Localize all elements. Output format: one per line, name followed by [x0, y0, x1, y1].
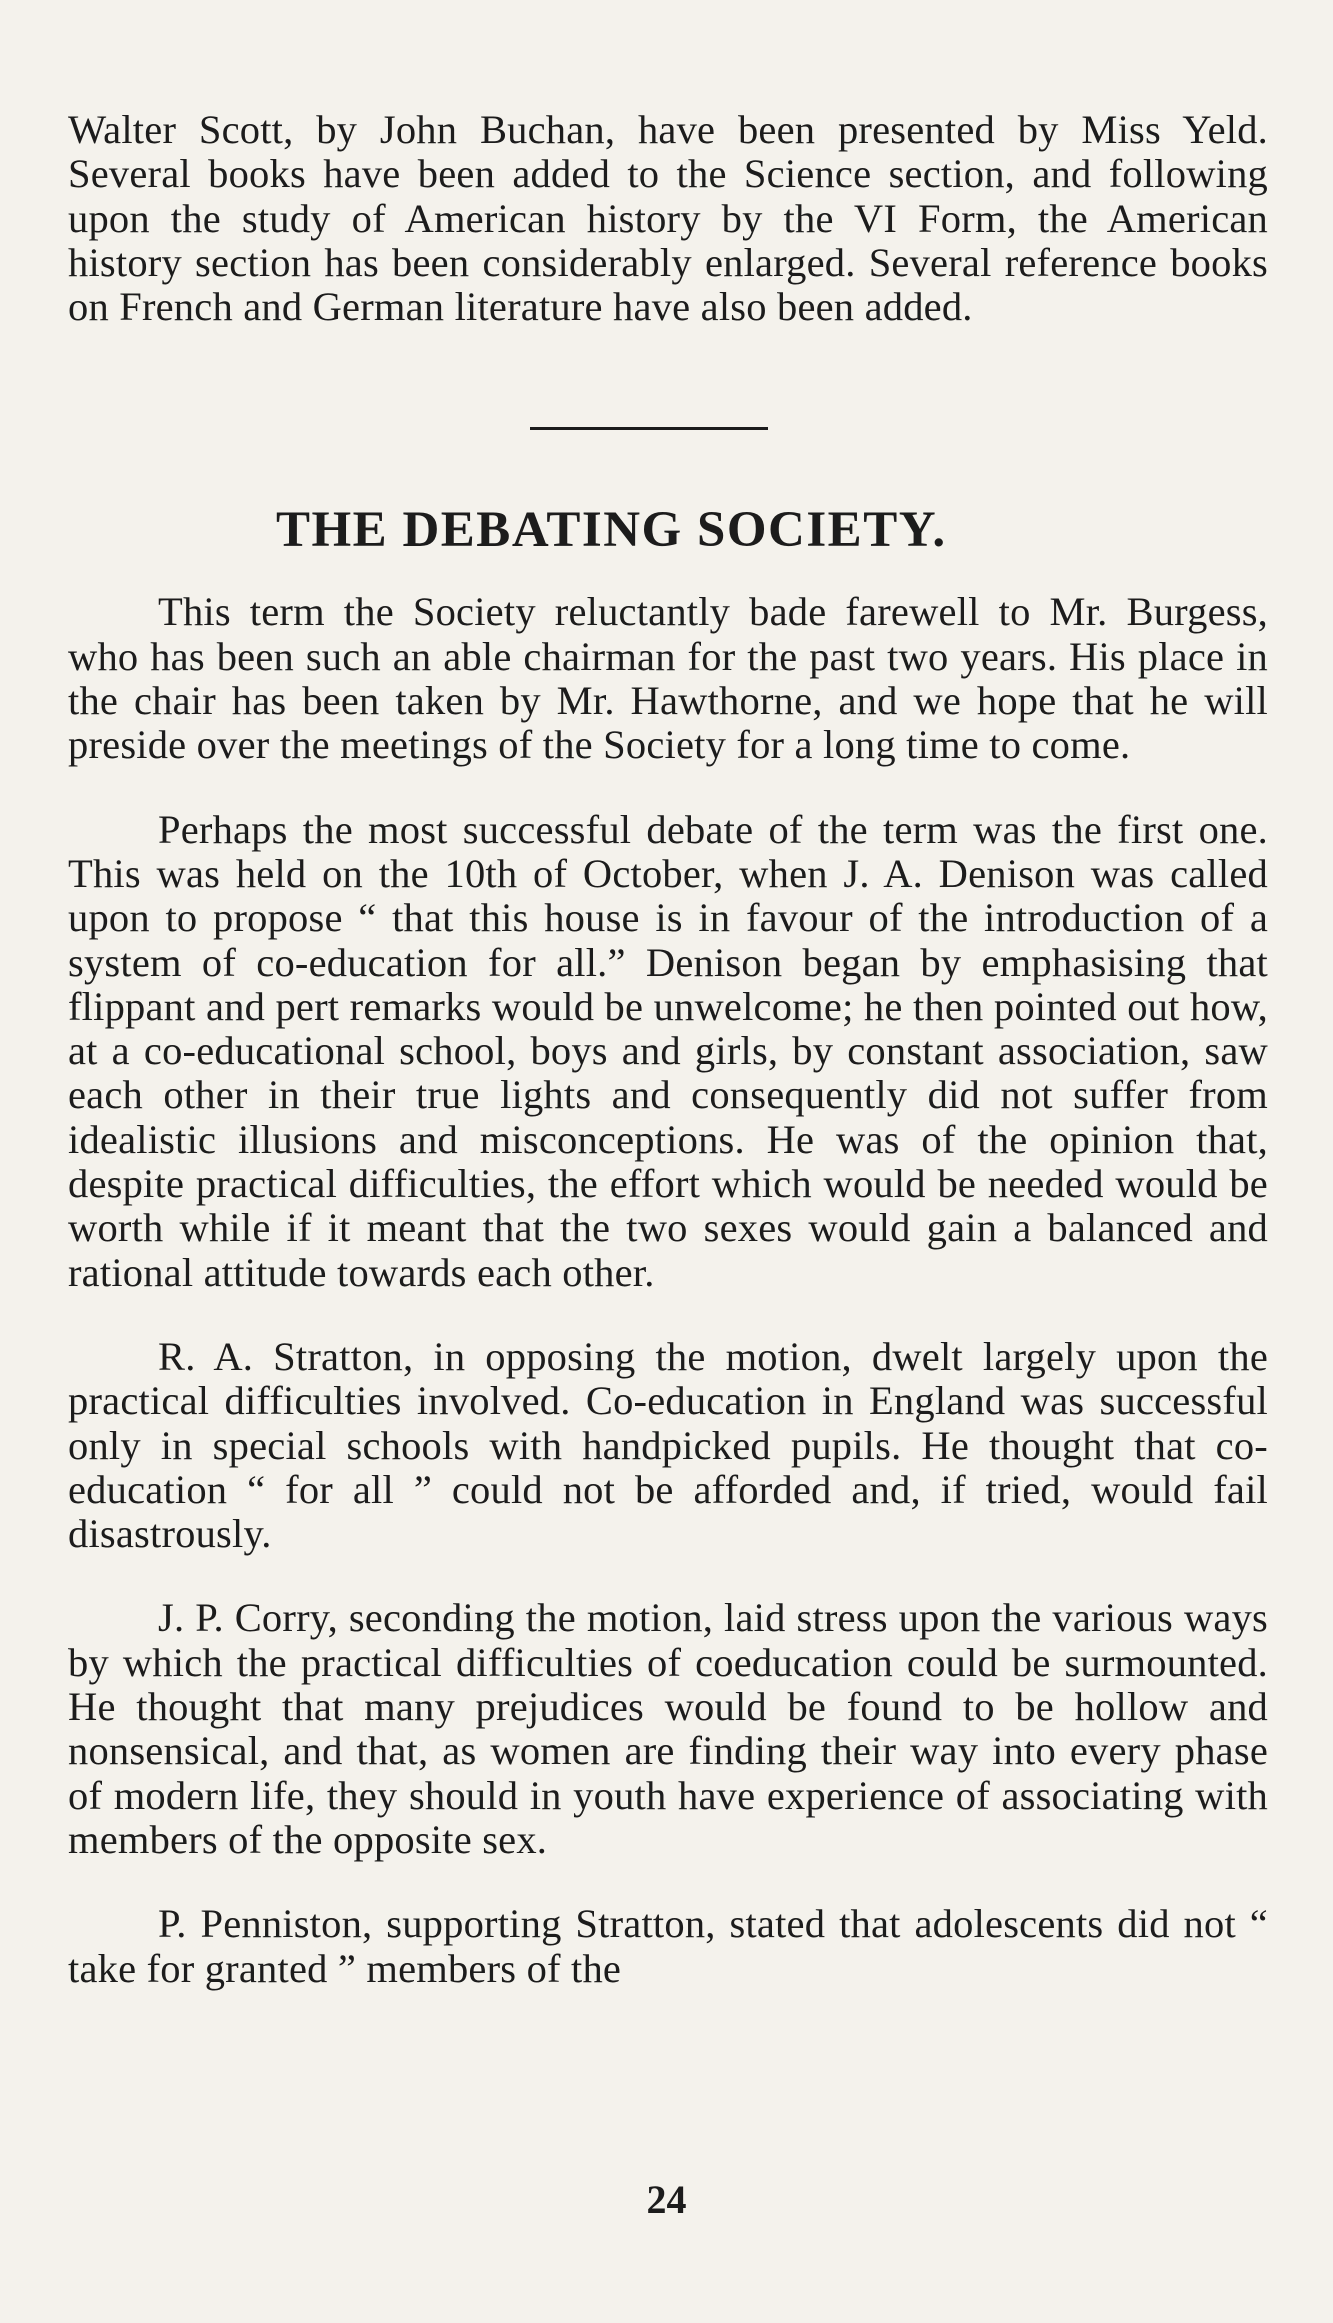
body-paragraph: J. P. Corry, seconding the motion, laid stress upon the various ways by which the practical difficulties of coeducation could be surmounted. He thought that many prejudices would be found to be hollow and nonsensical, and that, as women are finding their way into every phase of modern life, they should in youth have experience of associating with members of the opposite sex. — [68, 1595, 1268, 1862]
intro-paragraph: Walter Scott, by John Buchan, have been presented by Miss Yeld. Several books have been added to the Science section, and following upon the study of American history by the VI Form, the American history section has been considerably enlarged. Several reference books on French and German literature have also been added. — [68, 107, 1268, 330]
body-paragraph: Perhaps the most successful debate of the term was the first one. This was held on the 10th of October, when J. A. Denison was called upon to propose “ that this house is in favour of the introduction of a system of co-education for all.” Denison began by emphasising that flippant and pert remarks would be unwelcome; he then pointed out how, at a co-educational school, boys and girls, by constant association, saw each other in their true lights and consequently did not suffer from idealistic illusions and misconceptions. He was of the opinion that, despite practical difficulties, the effort which would be needed would be worth while if it meant that the two sexes would gain a balanced and rational attitude towards each other. — [68, 806, 1268, 1295]
paragraph-gap — [68, 1295, 1268, 1335]
page-number: 24 — [646, 2177, 687, 2222]
body-paragraph: P. Penniston, supporting Stratton, stated that adolescents did not “ take for granted ” members of the — [68, 1901, 1268, 1991]
body-paragraph: R. A. Stratton, in opposing the motion, dwelt largely upon the practical difficulties involved. Co-education in England was successful only in special schools with handpicked pupils. He thought that co-education “ for all ” could not be afforded and, if tried, would fail disastrously. — [68, 1333, 1268, 1557]
section-divider — [530, 427, 768, 430]
document-page — [68, 108, 1268, 1991]
paragraph-gap — [68, 1556, 1268, 1596]
section-heading: THE DEBATING SOCIETY. — [276, 502, 947, 559]
paragraph-gap — [68, 768, 1268, 808]
body-paragraph: This term the Society reluctantly bade farewell to Mr. Burgess, who has been such an able chairman for the past two years. His place in the chair has been taken by Mr. Hawthorne, and we hope that he will preside over the meetings of the Society for a long time to come. — [68, 589, 1268, 768]
paragraph-gap — [68, 1862, 1268, 1902]
